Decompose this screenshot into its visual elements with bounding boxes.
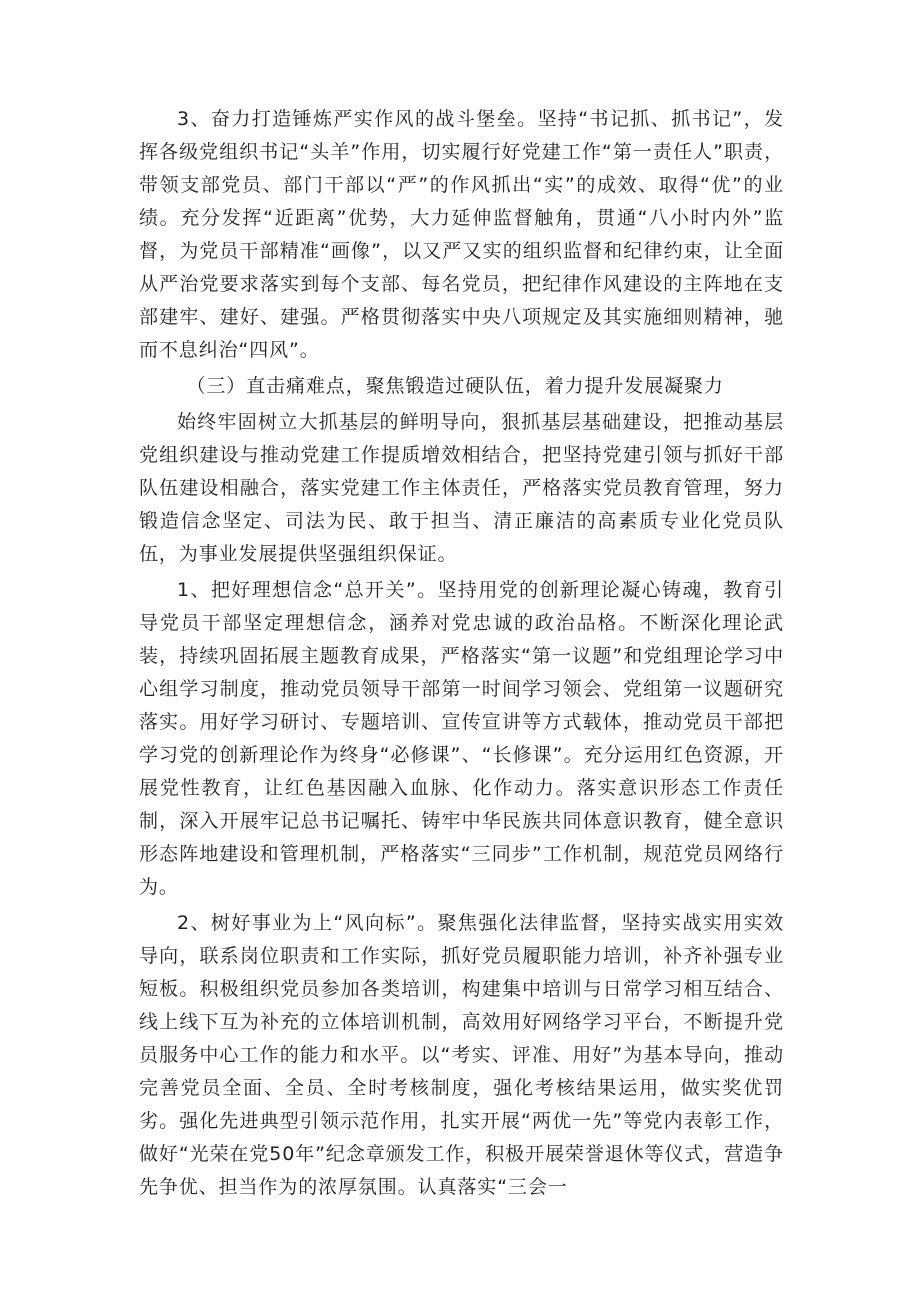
- section-heading-3: （三）直击痛难点，聚焦锻造过硬队伍，着力提升发展凝聚力: [186, 375, 724, 397]
- document-body: [139, 103, 784, 1207]
- paragraph-work-style: 3、奋力打造锤炼严实作风的战斗堡垒。坚持“书记抓、抓书记”，发挥各级党组织书记“头羊”作用，切实履行好党建工作“第一责任人”职责，带领支部党员、部门干部以“严”的作风抓出“实”的成效、取得“优”的业绩。充分发挥“近距离”优势，大力延伸监督触角，贯通“八小时内外”监督，为党员干部精准“画像”，以又严又实的组织监督和纪律约束，让全面从严治党要求落实到每个支部、每名党员，把纪律作风建设的主阵地在支部建牢、建好、建强。严格贯彻落实中央八项规定及其实施细则精神，驰而不息纠治“四风”。: [139, 108, 784, 361]
- paragraph-career: 2、树好事业为上“风向标”。聚焦强化法律监督，坚持实战实用实效导向，联系岗位职责和工作实际，抓好党员履职能力培训，补齐补强专业短板。积极组织党员参加各类培训，构建集中培训与日常学习相互结合、线上线下互为补充的立体培训机制，高效用好网络学习平台，不断提升党员服务中心工作的能力和水平。以“考实、评准、用好”为基本导向，推动完善党员全面、全员、全时考核制度，强化考核结果运用，做实奖优罚劣。强化先进典型引领示范作用，扎实开展“两优一先”等党内表彰工作，做好“光荣在党50年”纪念章颁发工作，积极开展荣誉退休等仪式，营造争先争优、担当作为的浓厚氛围。认真落实“三会一: [139, 912, 784, 1198]
- paragraph-grassroots: 始终牢固树立大抓基层的鲜明导向，狠抓基层基础建设，把推动基层党组织建设与推动党建工作提质增效相结合，把坚持党建引领与抓好干部队伍建设相融合，落实党建工作主体责任，严格落实党员教育管理，努力锻造信念坚定、司法为民、敢于担当、清正廉洁的高素质专业化党员队伍，为事业发展提供坚强组织保证。: [139, 411, 784, 565]
- paragraph-ideals: 1、把好理想信念“总开关”。坚持用党的创新理论凝心铸魂，教育引导党员干部坚定理想信念，涵养对党忠诚的政治品格。不断深化理论武装，持续巩固拓展主题教育成果，严格落实“第一议题”和党组理论学习中心组学习制度，推动党员领导干部第一时间学习领会、党组第一议题研究落实。用好学习研讨、专题培训、宣传宣讲等方式载体，推动党员干部把学习党的创新理论作为终身“必修课”、“长修课”。充分运用红色资源，开展党性教育，让红色基因融入血脉、化作动力。落实意识形态工作责任制，深入开展牢记总书记嘱托、铸牢中华民族共同体意识教育，健全意识形态阵地建设和管理机制，严格落实“三同步”工作机制，规范党员网络行为。: [139, 579, 784, 898]
